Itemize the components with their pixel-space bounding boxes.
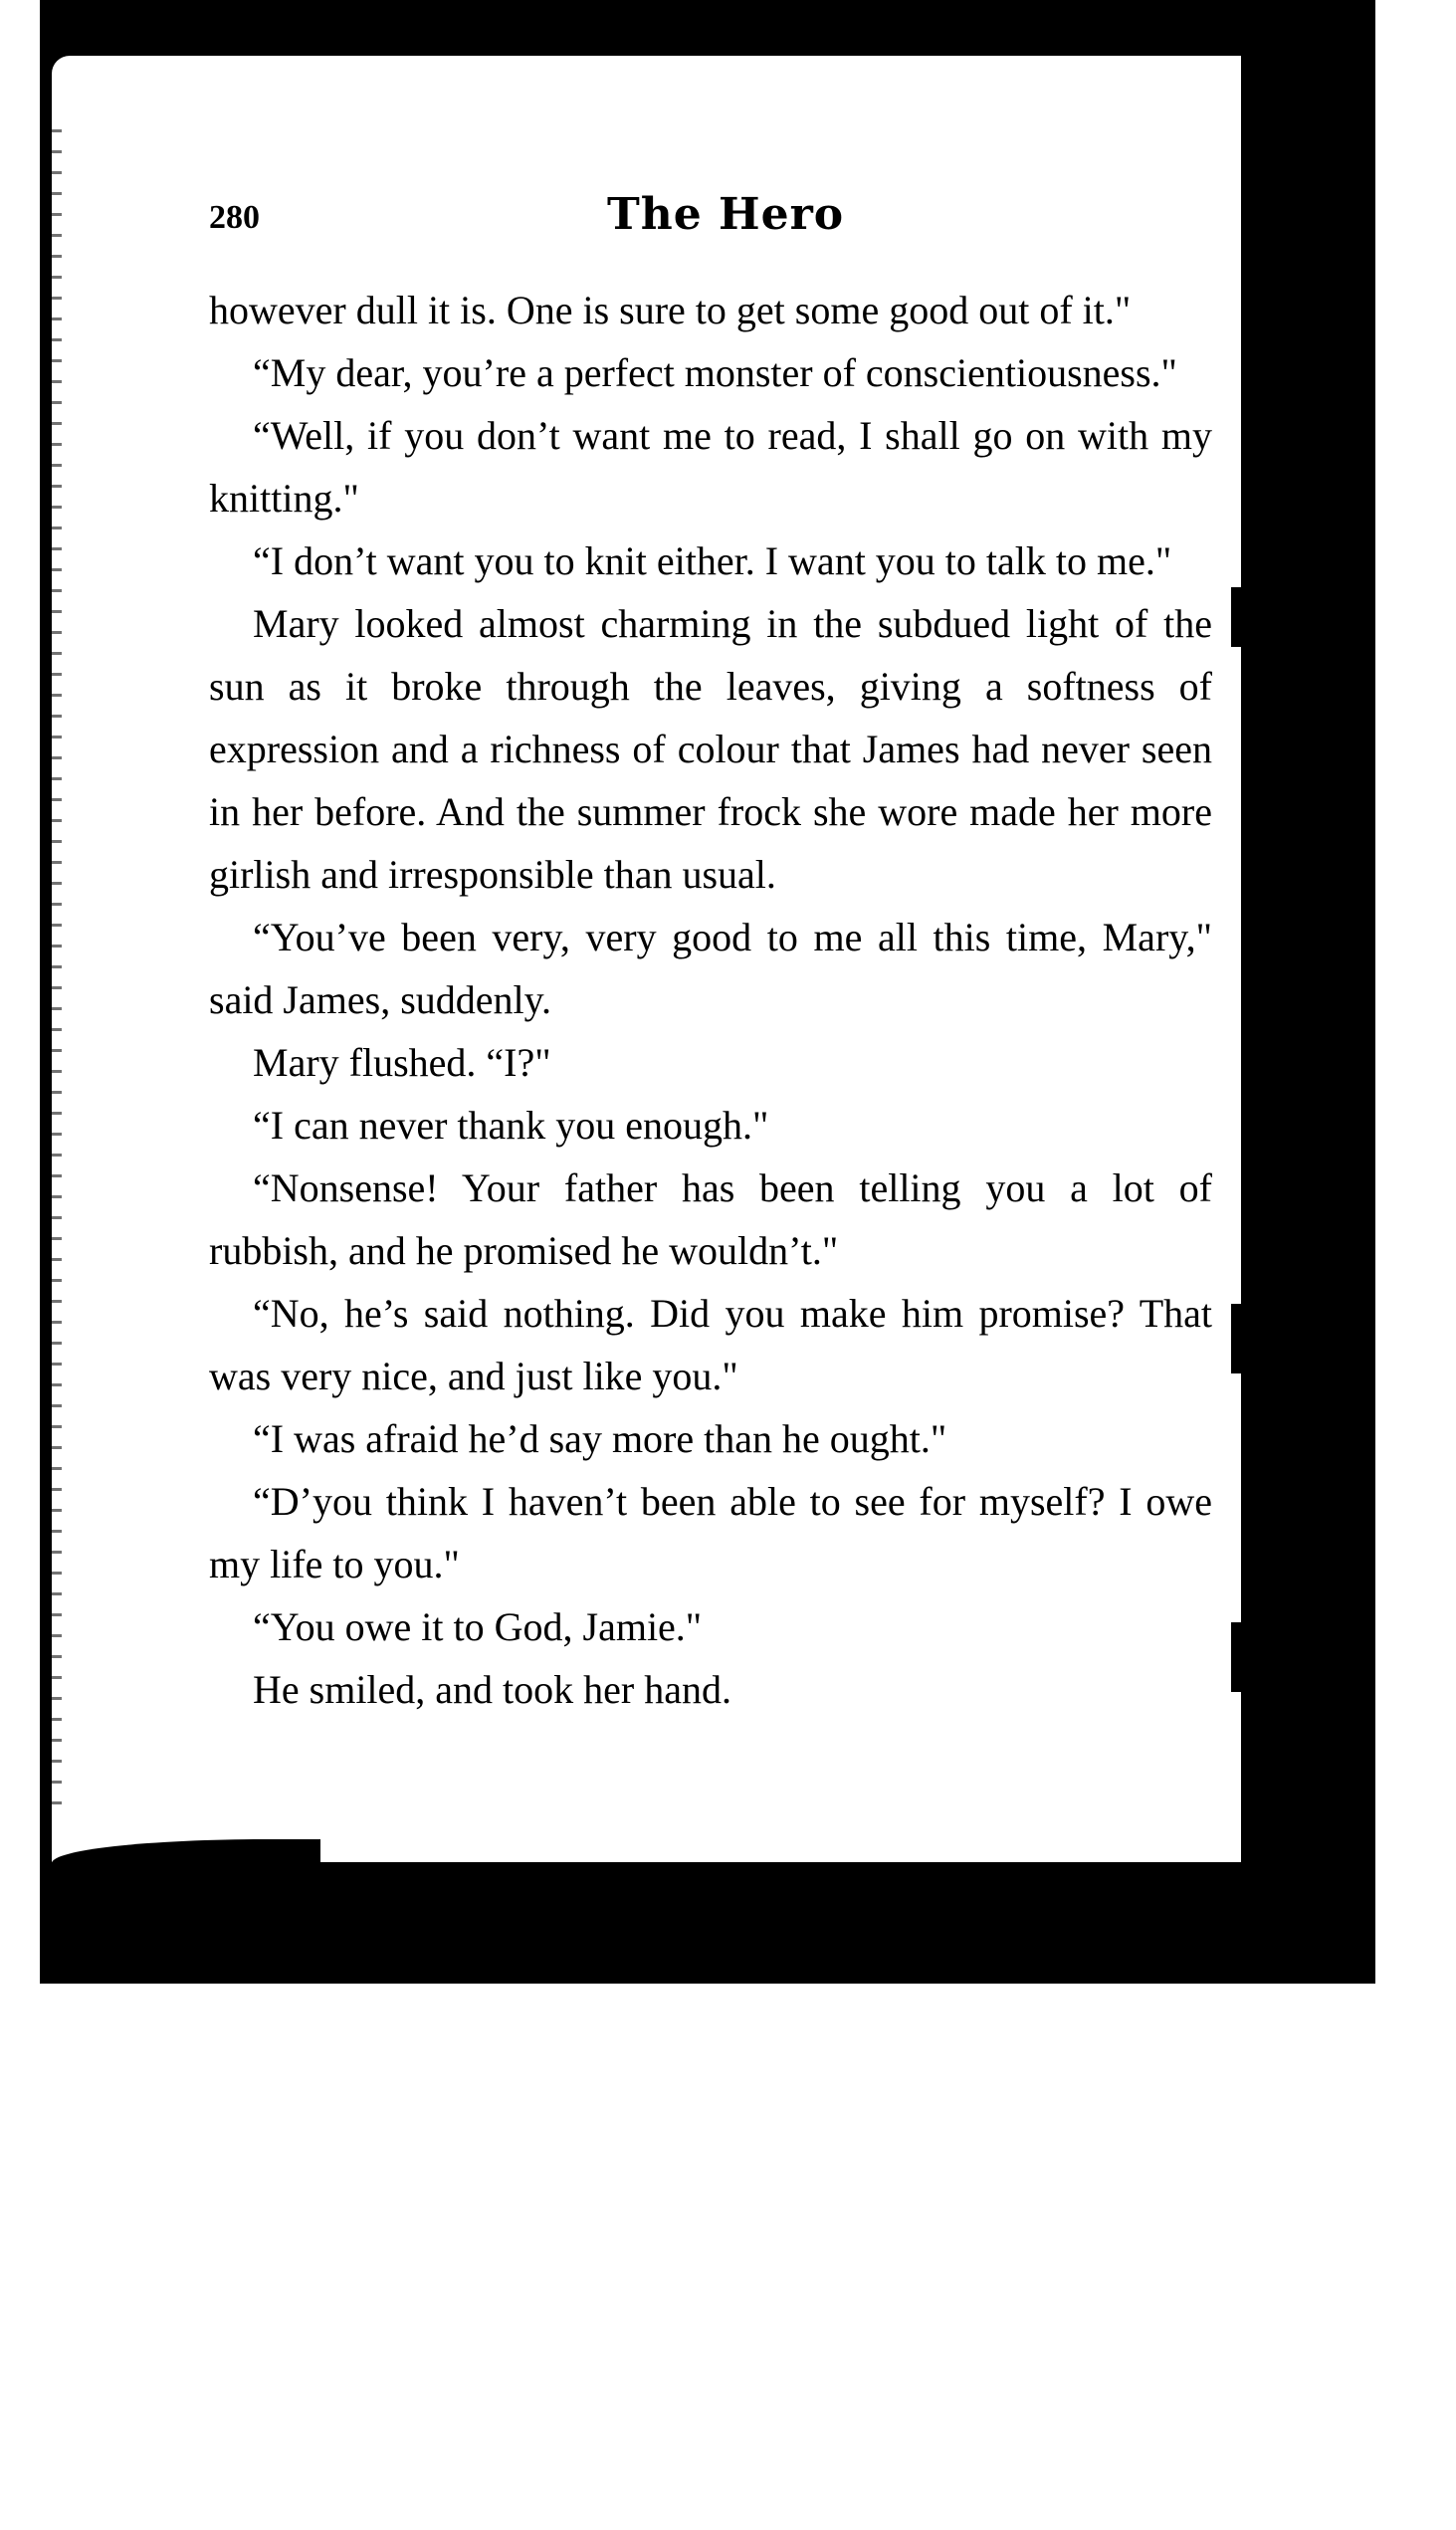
page-title: The Hero (607, 189, 845, 240)
scan-edge-shadow (1231, 587, 1281, 647)
paragraph: “I was afraid he’d say more than he ought." (253, 1416, 947, 1461)
paragraph: He smiled, and took her hand. (253, 1667, 731, 1712)
body-text (209, 279, 1212, 1721)
paragraph: “No, he’s said nothing. Did you make him promise? That was very nice, and just like you." (209, 1291, 1212, 1398)
scan-edge-shadow (1241, 56, 1281, 285)
paragraph: “You owe it to God, Jamie." (253, 1604, 703, 1649)
paragraph: “D’you think I haven’t been able to see for myself? I owe my life to you." (209, 1479, 1212, 1586)
paragraph: Mary looked almost charming in the subdued light of the sun as it broke through the leaves, giving a softness of expression and a richness of colour that James had never seen in her before. And the summer frock she wore made her more girlish and irresponsible than usual. (209, 601, 1212, 897)
paragraph: “I don’t want you to knit either. I want you to talk to me." (253, 538, 1172, 583)
paragraph: “My dear, you’re a perfect monster of conscientiousness." (253, 350, 1177, 395)
paragraph: Mary flushed. “I?" (253, 1040, 551, 1085)
paragraph: “I can never thank you enough." (253, 1103, 769, 1148)
paragraph: however dull it is. One is sure to get some good out of it." (209, 288, 1132, 332)
scan-edge-shadow (1231, 1304, 1281, 1373)
page-edge-shadow (52, 129, 62, 1821)
scan-speck (973, 1855, 983, 1861)
scan-edge-shadow (1231, 1622, 1281, 1692)
paragraph: “Nonsense! Your father has been telling you a lot of rubbish, and he promised he wouldn’t." (209, 1165, 1212, 1273)
paragraph: “You’ve been very, very good to me all this time, Mary," said James, suddenly. (209, 915, 1212, 1022)
running-head (209, 189, 1212, 249)
page-number: 280 (209, 199, 260, 236)
paragraph: “Well, if you don’t want me to read, I shall go on with my knitting." (209, 413, 1212, 521)
